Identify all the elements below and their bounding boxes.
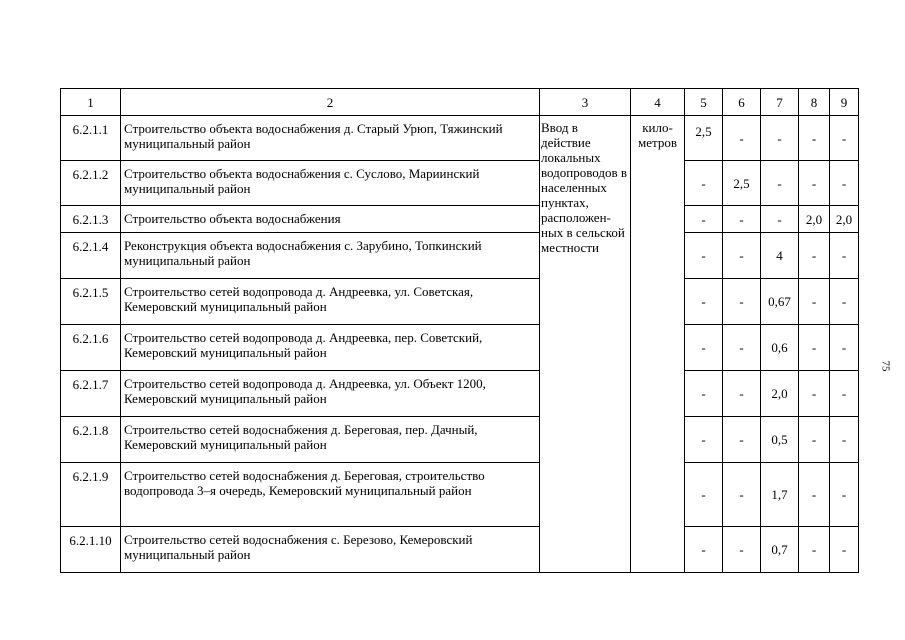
value-col-5: - — [685, 161, 723, 206]
value-col-8: - — [799, 325, 830, 371]
value-col-5: - — [685, 527, 723, 573]
table-row — [61, 527, 859, 573]
row-number: 6.2.1.9 — [61, 463, 121, 527]
value-col-5: - — [685, 325, 723, 371]
row-number: 6.2.1.2 — [61, 161, 121, 206]
row-name: Реконструкция объекта водоснабжения с. Зарубино, Топкинский муниципальный район — [121, 233, 540, 279]
value-col-8: - — [799, 417, 830, 463]
value-col-7: 0,67 — [761, 279, 799, 325]
value-col-7: 0,7 — [761, 527, 799, 573]
row-number: 6.2.1.7 — [61, 371, 121, 417]
header-col-9: 9 — [830, 89, 859, 116]
header-col-4: 4 — [631, 89, 685, 116]
value-col-7: - — [761, 206, 799, 233]
row-name: Строительство сетей водоснабжения д. Береговая, пер. Дачный, Кемеровский муниципальный район — [121, 417, 540, 463]
value-col-6: - — [723, 527, 761, 573]
value-col-7: 2,0 — [761, 371, 799, 417]
row-name: Строительство сетей водопровода д. Андреевка, ул. Советская, Кемеровский муниципальный район — [121, 279, 540, 325]
value-col-8: - — [799, 116, 830, 161]
value-col-9: - — [830, 527, 859, 573]
value-col-5: - — [685, 463, 723, 527]
header-row — [61, 89, 859, 116]
value-col-7: 4 — [761, 233, 799, 279]
table-row — [61, 206, 859, 233]
value-col-8: - — [799, 371, 830, 417]
value-col-7: 1,7 — [761, 463, 799, 527]
row-number: 6.2.1.3 — [61, 206, 121, 233]
value-col-5: 2,5 — [685, 116, 723, 161]
value-col-9: - — [830, 161, 859, 206]
row-name: Строительство сетей водопровода д. Андреевка, ул. Объект 1200, Кемеровский муниципальный район — [121, 371, 540, 417]
value-col-8: - — [799, 279, 830, 325]
row-number: 6.2.1.6 — [61, 325, 121, 371]
value-col-8: - — [799, 463, 830, 527]
row-name: Строительство сетей водоснабжения д. Береговая, строительство водопровода 3–я очередь, Кемеровский муниципальный район — [121, 463, 540, 527]
page-number: 75 — [879, 360, 892, 372]
row-name: Строительство объекта водоснабжения д. Старый Урюп, Тяжинский муниципальный район — [121, 116, 540, 161]
value-col-9: - — [830, 116, 859, 161]
value-col-6: - — [723, 371, 761, 417]
value-col-9: 2,0 — [830, 206, 859, 233]
value-col-6: - — [723, 417, 761, 463]
header-col-3: 3 — [540, 89, 631, 116]
value-col-7: 0,5 — [761, 417, 799, 463]
header-col-8: 8 — [799, 89, 830, 116]
header-col-7: 7 — [761, 89, 799, 116]
value-col-8: - — [799, 233, 830, 279]
value-col-9: - — [830, 463, 859, 527]
value-col-9: - — [830, 233, 859, 279]
value-col-7: - — [761, 161, 799, 206]
table-row — [61, 463, 859, 527]
value-col-6: - — [723, 325, 761, 371]
table-row — [61, 279, 859, 325]
header-col-6: 6 — [723, 89, 761, 116]
measure-description: Ввод в действие локальных водопроводов в населенных пунктах, расположен-ных в сельской местности — [540, 116, 631, 573]
row-number: 6.2.1.10 — [61, 527, 121, 573]
value-col-6: - — [723, 463, 761, 527]
row-name: Строительство сетей водоснабжения с. Березово, Кемеровский муниципальный район — [121, 527, 540, 573]
table-row — [61, 371, 859, 417]
row-name: Строительство объекта водоснабжения с. Суслово, Мариинский муниципальный район — [121, 161, 540, 206]
header-col-5: 5 — [685, 89, 723, 116]
value-col-6: 2,5 — [723, 161, 761, 206]
table-row — [61, 233, 859, 279]
value-col-6: - — [723, 206, 761, 233]
row-name: Строительство объекта водоснабжения — [121, 206, 540, 233]
table-row — [61, 325, 859, 371]
value-col-8: - — [799, 161, 830, 206]
value-col-8: 2,0 — [799, 206, 830, 233]
table-row — [61, 116, 859, 161]
table-row — [61, 417, 859, 463]
header-col-1: 1 — [61, 89, 121, 116]
value-col-9: - — [830, 371, 859, 417]
header-col-2: 2 — [121, 89, 540, 116]
value-col-6: - — [723, 233, 761, 279]
value-col-7: 0,6 — [761, 325, 799, 371]
value-col-7: - — [761, 116, 799, 161]
value-col-6: - — [723, 116, 761, 161]
table-row — [61, 161, 859, 206]
value-col-5: - — [685, 279, 723, 325]
row-number: 6.2.1.5 — [61, 279, 121, 325]
measure-unit: кило-метров — [631, 116, 685, 573]
row-number: 6.2.1.8 — [61, 417, 121, 463]
value-col-9: - — [830, 417, 859, 463]
value-col-5: - — [685, 417, 723, 463]
value-col-6: - — [723, 279, 761, 325]
value-col-9: - — [830, 279, 859, 325]
row-number: 6.2.1.1 — [61, 116, 121, 161]
value-col-5: - — [685, 206, 723, 233]
value-col-9: - — [830, 325, 859, 371]
row-number: 6.2.1.4 — [61, 233, 121, 279]
row-name: Строительство сетей водопровода д. Андреевка, пер. Советский, Кемеровский муниципальный район — [121, 325, 540, 371]
value-col-5: - — [685, 233, 723, 279]
value-col-5: - — [685, 371, 723, 417]
value-col-8: - — [799, 527, 830, 573]
program-table — [60, 88, 859, 573]
